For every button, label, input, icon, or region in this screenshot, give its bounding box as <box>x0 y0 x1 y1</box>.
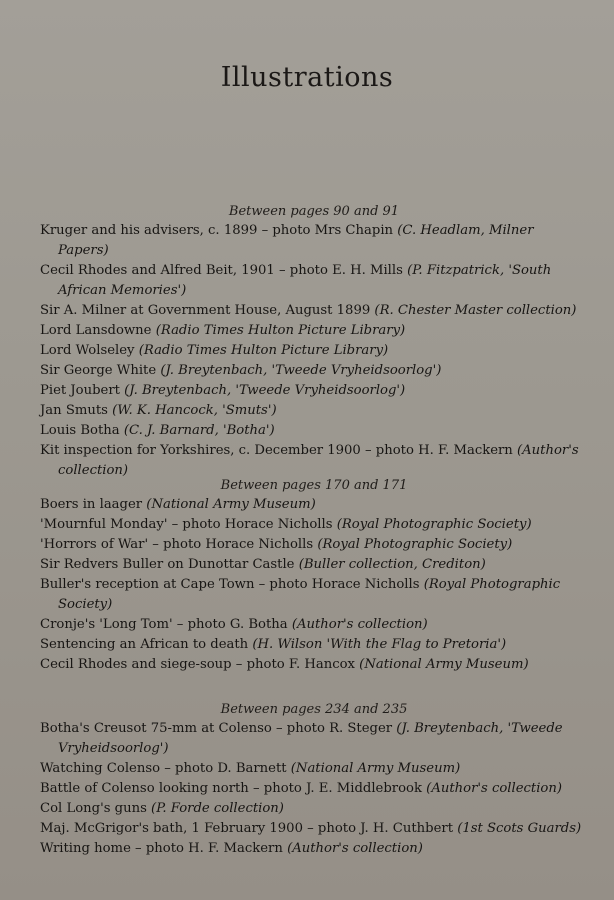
list-item: Piet Joubert (J. Breytenbach, 'Tweede Vryheidsoorlog') <box>40 383 406 398</box>
list-item: 'Horrors of War' – photo Horace Nicholls (Royal Photographic Society) <box>40 537 513 552</box>
list-item: Lord Wolseley (Radio Times Hulton Picture Library) <box>40 343 389 358</box>
list-item: Sir George White (J. Breytenbach, 'Tweede Vryheidsoorlog') <box>40 363 442 378</box>
list-item: Louis Botha (C. J. Barnard, 'Botha') <box>40 423 275 438</box>
list-item: Cecil Rhodes and Alfred Beit, 1901 – photo E. H. Mills (P. Fitzpatrick, 'South African Memories') <box>40 263 552 298</box>
list-item: Botha's Creusot 75-mm at Colenso – photo R. Steger (J. Breytenbach, 'Tweede Vryheidsoorlog') <box>40 721 563 756</box>
section-234-235 <box>40 702 588 859</box>
list-item: Lord Lansdowne (Radio Times Hulton Picture Library) <box>40 323 406 338</box>
section-heading: Between pages 234 and 235 <box>220 702 408 717</box>
section-170-171 <box>40 478 588 675</box>
list-item: 'Mournful Monday' – photo Horace Nicholls (Royal Photographic Society) <box>40 517 532 532</box>
list-item: Battle of Colenso looking north – photo J. E. Middlebrook (Author's collection) <box>40 781 563 796</box>
section-heading: Between pages 170 and 171 <box>220 478 408 493</box>
list-item: Sir Redvers Buller on Dunottar Castle (Buller collection, Crediton) <box>40 557 486 572</box>
list-item: Kruger and his advisers, c. 1899 – photo Mrs Chapin (C. Headlam, Milner Papers) <box>40 223 534 258</box>
list-item: Sentencing an African to death (H. Wilson 'With the Flag to Pretoria') <box>40 637 507 652</box>
list-item: Cronje's 'Long Tom' – photo G. Botha (Author's collection) <box>40 617 428 632</box>
list-item: Maj. McGrigor's bath, 1 February 1900 – photo J. H. Cuthbert (1st Scots Guards) <box>40 821 582 836</box>
list-item: Writing home – photo H. F. Mackern (Author's collection) <box>40 841 423 856</box>
list-item: Buller's reception at Cape Town – photo Horace Nicholls (Royal Photographic Society) <box>40 577 561 612</box>
list-item: Jan Smuts (W. K. Hancock, 'Smuts') <box>40 403 277 418</box>
list-item: Cecil Rhodes and siege-soup – photo F. Hancox (National Army Museum) <box>40 657 529 672</box>
list-item: Watching Colenso – photo D. Barnett (National Army Museum) <box>40 761 461 776</box>
list-item: Boers in laager (National Army Museum) <box>40 497 316 512</box>
list-item: Kit inspection for Yorkshires, c. December 1900 – photo H. F. Mackern (Author's collection) <box>40 443 579 478</box>
page-title: Illustrations <box>220 62 394 93</box>
section-90-91 <box>40 204 588 481</box>
section-heading: Between pages 90 and 91 <box>228 204 400 219</box>
list-item: Col Long's guns (P. Forde collection) <box>40 801 284 816</box>
list-item: Sir A. Milner at Government House, August 1899 (R. Chester Master collection) <box>40 303 577 318</box>
